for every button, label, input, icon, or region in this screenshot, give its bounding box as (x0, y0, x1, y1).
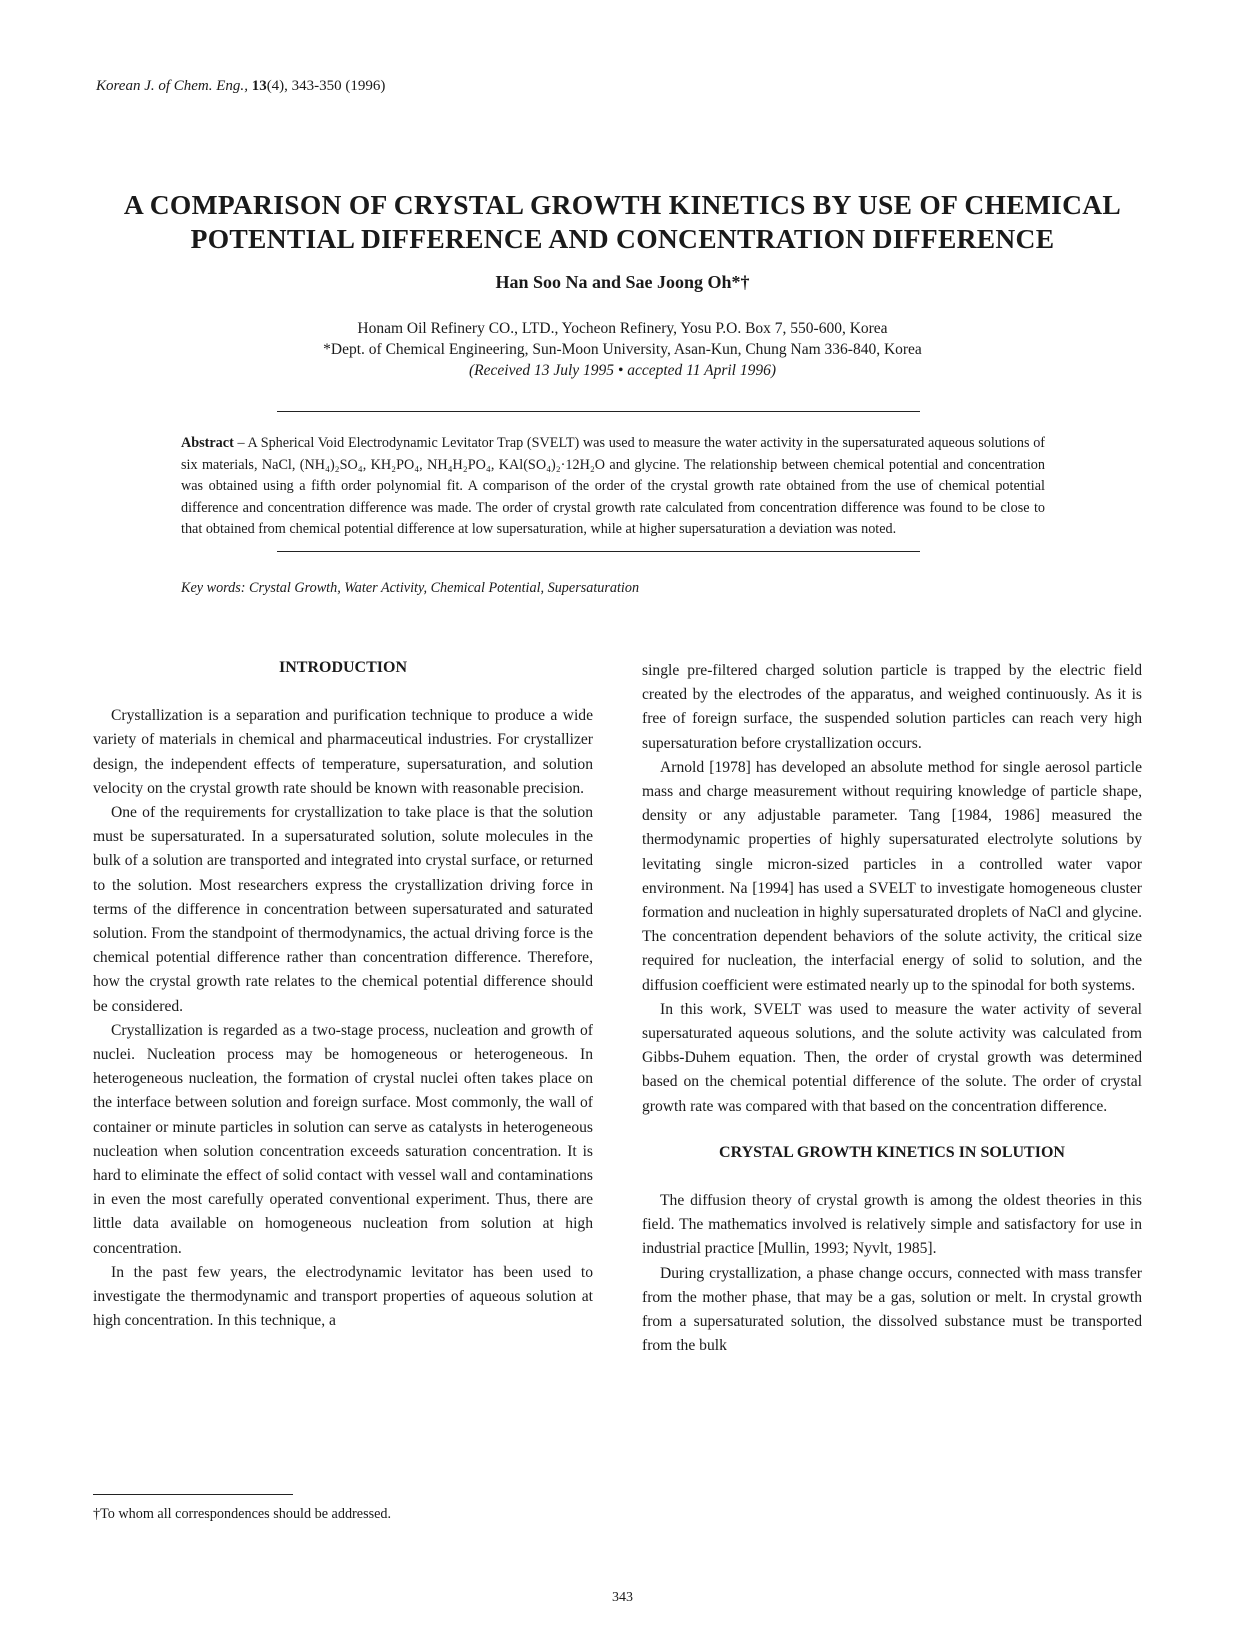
paper-title-line-2: POTENTIAL DIFFERENCE AND CONCENTRATION DIFFERENCE (190, 223, 1055, 254)
affiliations (0, 318, 1245, 381)
affiliation-2: *Dept. of Chemical Engineering, Sun-Moon University, Asan-Kun, Chung Nam 336-840, Korea (323, 341, 922, 358)
footnote-rule (93, 1494, 293, 1495)
paragraph: In the past few years, the electrodynamic levitator has been used to investigate the thermodynamic and transport properties of aqueous solution at high concentration. In this technique, a (93, 1263, 593, 1330)
affiliation-1: Honam Oil Refinery CO., LTD., Yocheon Refinery, Yosu P.O. Box 7, 550-600, Korea (357, 320, 888, 337)
received-dates: (Received 13 July 1995 • accepted 11 April 1996) (469, 362, 776, 379)
paragraph: The diffusion theory of crystal growth is among the oldest theories in this field. The mathematics involved is relatively simple and satisfactory for use in industrial practice [Mullin, 1993; Nyvlt, 1985]. (642, 1192, 1142, 1258)
journal-volume: 13 (251, 78, 267, 94)
section-heading-crystal-growth: CRYSTAL GROWTH KINETICS IN SOLUTION (719, 1143, 1065, 1161)
left-column (93, 656, 593, 1333)
journal-name: Korean J. of Chem. Eng. (96, 78, 245, 94)
abstract (181, 433, 1045, 541)
paper-title-line-1: A COMPARISON OF CRYSTAL GROWTH KINETICS BY USE OF CHEMICAL (123, 189, 1122, 220)
journal-issue-pages: (4), 343-350 (1996) (266, 78, 386, 94)
right-column (642, 659, 1142, 1358)
abstract-label: Abstract (181, 435, 234, 451)
keywords: Key words: Crystal Growth, Water Activity, Chemical Potential, Supersaturation (181, 580, 640, 596)
journal-reference: Korean J. of Chem. Eng., 13(4), 343-350 (1996) (96, 78, 386, 94)
paper-title (60, 188, 1185, 256)
paragraph: In this work, SVELT was used to measure the water activity of several supersaturated aqueous solutions, and the solute activity was calculated from Gibbs-Duhem equation. Then, the order of crystal growth was determined based on the chemical potential difference of the solute. The order of crystal growth rate was compared with that based on the concentration difference. (642, 1000, 1142, 1115)
paragraph: Crystallization is a separation and purification technique to produce a wide variety of materials in chemical and pharmaceutical industries. For crystallizer design, the independent effects of temperature, supersaturation, and solution velocity on the crystal growth rate should be known with reasonable precision. (93, 707, 593, 797)
abstract-top-rule (277, 411, 920, 412)
paragraph: One of the requirements for crystallization to take place is that the solution must be supersaturated. In a supersaturated solution, solute molecules in the bulk of a solution are transported and integrated into crystal surface, or returned to the solution. Most researchers express the crystallization driving force in terms of the difference in concentration between supersaturated and saturated solution. From the standpoint of thermodynamics, the actual driving force is the chemical potential difference rather than concentration difference. Therefore, how the crystal growth rate relates to the chemical potential difference should be considered. (93, 804, 593, 1015)
authors: Han Soo Na and Sae Joong Oh*† (495, 272, 750, 292)
footnote: †To whom all correspondences should be addressed. (93, 1506, 392, 1522)
abstract-text: – A Spherical Void Electrodynamic Levitator Trap (SVELT) was used to measure the water activity in the supersaturated aqueous solutions of six materials, NaCl, (NH₄)₂SO₄, KH₂PO₄, NH₄H₂PO₄, KAl(SO₄)₂·12H₂O and glycine. The relationship between chemical potential and concentration was obtained using a fifth order polynomial fit. A comparison of the order of the crystal growth rate obtained from the use of chemical potential difference and concentration difference was made. The order of crystal growth rate calculated from concentration difference was found to be close to that obtained from chemical potential difference at low supersaturation, while at higher supersaturation a deviation was noted. (181, 435, 1046, 537)
abstract-bottom-rule (277, 551, 920, 552)
paragraph: During crystallization, a phase change occurs, connected with mass transfer from the mother phase, that may be a gas, solution or melt. In crystal growth from a supersaturated solution, the dissolved substance must be transported from the bulk (642, 1264, 1142, 1355)
paragraph: single pre-filtered charged solution particle is trapped by the electric field created by the electrodes of the apparatus, and weighed continuously. As it is free of foreign surface, the suspended solution particles can reach very high supersaturation before crystallization occurs. (642, 662, 1142, 752)
paragraph: Crystallization is regarded as a two-stage process, nucleation and growth of nuclei. Nucleation process may be homogeneous or heterogeneous. In heterogeneous nucleation, the formation of crystal nuclei often takes place on the interface between solution and foreign surface. Most commonly, the wall of container or minute particles in solution can serve as catalysts in heterogeneous nucleation when solution concentration exceeds saturation concentration. It is hard to eliminate the effect of solid contact with vessel wall and contaminations in even the most carefully operated conventional experiment. Thus, there are little data available on homogeneous nucleation from solution at high concentration. (93, 1021, 593, 1257)
page-number: 343 (612, 1590, 633, 1605)
section-heading-introduction: INTRODUCTION (278, 659, 407, 676)
paragraph: Arnold [1978] has developed an absolute method for single aerosol particle mass and charge measurement without requiring knowledge of particle shape, density or any adjustable parameter. Tang [1984, 1986] measured the thermodynamic properties of highly supersaturated electrolyte solutions by levitating single micron-sized particles in a controlled water vapor environment. Na [1994] has used a SVELT to investigate homogeneous cluster formation and nucleation in highly supersaturated droplets of NaCl and glycine. The concentration dependent behaviors of the solute activity, the critical size required for nucleation, the interfacial energy of solid to solution, and the diffusion coefficient were estimated nearly up to the spinodal for both systems. (642, 758, 1142, 994)
